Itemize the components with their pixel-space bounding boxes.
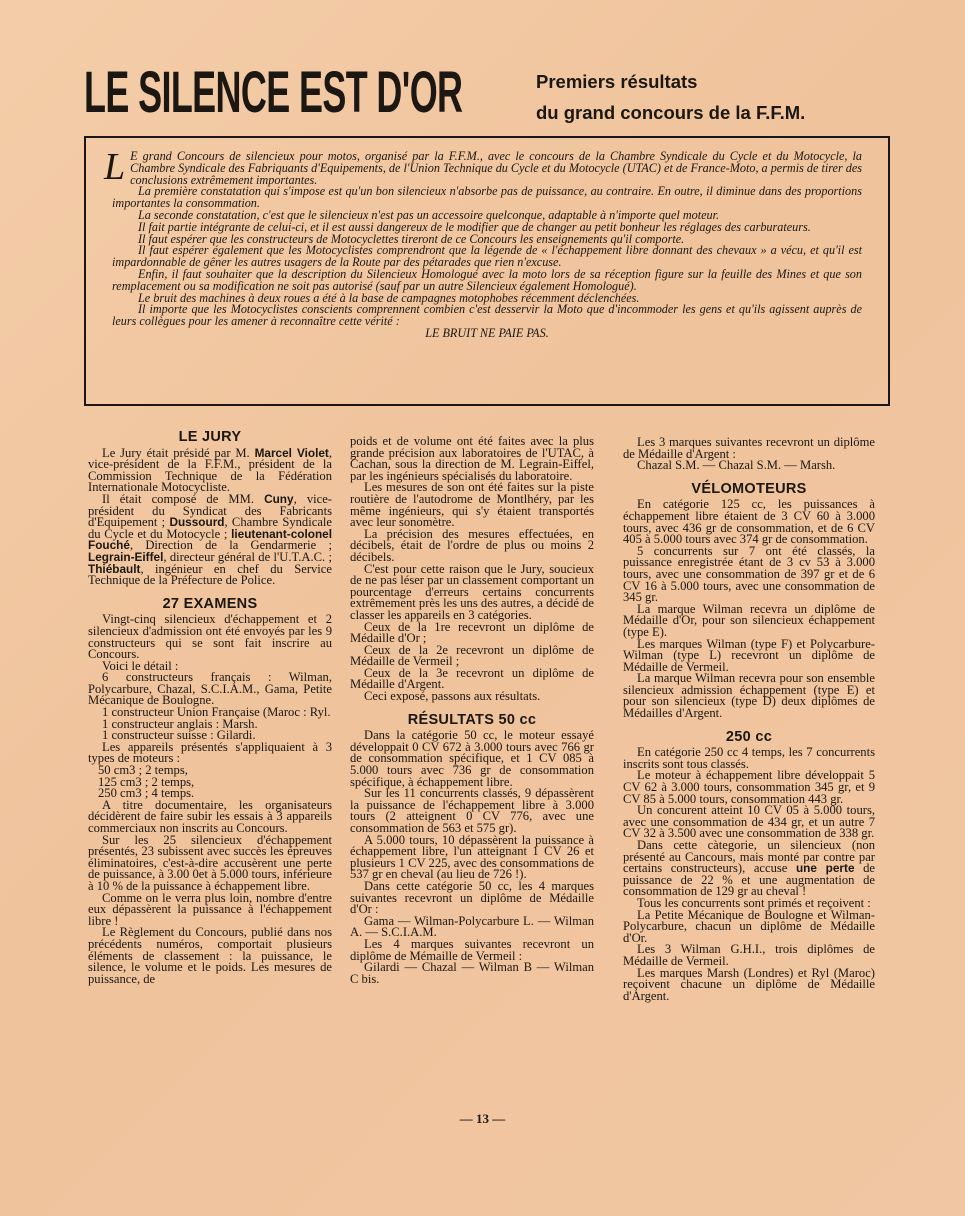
section-heading-velomoteurs: VÉLOMOTEURS xyxy=(691,480,807,497)
jury-paragraph-2: Il était composé de MM. Cuny, vice-président du Syndicat des Fabricants d'Equipement ; Dussourd, Chambre Syndicale du Cycle et du Motocycle ; lieutenant-colonel Fouché, Direction de la Gendarmerie ; Legrain-Eiffel, directeur général de l'U.T.A.C. ; Thiébault, ingénieur en chef du Service Technique de la Préfecture de Police. xyxy=(88,491,333,588)
engine-type-item: 250 cm3 ; 4 temps. xyxy=(98,786,195,801)
examens-paragraph: Le Règlement du Concours, publié dans nos précédents numéros, comportait plusieurs éléments de classement : la puissance, le silence, le volume et le poids. Les mesures de puissance, de xyxy=(88,925,332,986)
examens-paragraph: Sur les 25 silencieux d'échappement présentés, 23 subissent avec succès les épreuves éliminatoires, c'est-à-dire accusèrent une perte de puissance, à 3.00 0et à 5.000 tours, inférieure à 10 % de la puissance à échappement libre. xyxy=(88,832,332,893)
velomoteurs-paragraph: En catégorie 125 cc, les puissances à échappement libre étaient de 3 CV 60 à 3.000 tours, avec 436 gr de consommation, et de 6 CV 405 à 5.000 tours avec 374 gr de consommation. xyxy=(623,497,875,547)
resultats-paragraph: Dans la catégorie 50 cc, le moteur essayé développait 0 CV 672 à 3.000 tours avec 766 gr de consommation spécifique, et 1 CV 085 à 5.000 tours avec 736 gr de consommation spécifique, à échappement libre. xyxy=(350,728,594,789)
examens-paragraph: La précision des mesures effectuées, en décibels, était de l'ordre de plus ou moins 2 décibels. xyxy=(350,526,594,564)
intro-paragraph: Il faut espérer également que les Motocyclistes comprendront que la légende de « l'échappement libre donnant des chevaux » a vécu, et qu'il est impardonnable de gêner les autres usagers de la Route par des pétarades que rien n'excuse. xyxy=(112,243,862,270)
section-heading-250cc: 250 cc xyxy=(725,728,773,745)
subtitle-line-2: du grand concours de la F.F.M. xyxy=(536,102,806,123)
intro-paragraph: Il fait partie intégrante de celui-ci, et il est aussi dangereux de le modifier que de changer au petit bonheur les réglages des carburateurs. xyxy=(138,219,811,234)
examens-paragraph: 1 constructeur Union Française (Maroc : Ryl. xyxy=(102,705,331,720)
examens-paragraph: Ceci exposé, passons aux résultats. xyxy=(364,689,541,704)
examens-paragraph: Ceux de la 2e recevront un diplôme de Médaille de Vermeil ; xyxy=(350,642,594,669)
cc250-paragraph: Les 3 Wilman G.H.I., trois diplômes de Médaille de Vermeil. xyxy=(623,942,875,968)
engine-type-item: 125 cm3 ; 2 temps, xyxy=(98,774,195,789)
column-1 xyxy=(88,429,333,986)
resultats-paragraph: Gama — Wilman-Polycarbure L. — Wilman A. — S.C.I.A.M. xyxy=(350,913,594,940)
section-heading-examens: 27 EXAMENS xyxy=(162,595,258,612)
examens-paragraph: poids et de volume ont été faites avec la plus grande précision aux laboratoires de l'UTAC, à Cachan, sous la direction de M. Legrain-Eiffel, par les ingénieurs spécialisés du laboratoire. xyxy=(350,434,594,483)
intro-paragraph: Enfin, il faut souhaiter que la description du Silencieux Homologué avec la moto lors de sa réception figure sur la feuille des Mines et que son remplacement ou sa modification ne soit pas autorisé (sauf par un autre Silencieux également Homologué). xyxy=(112,266,862,293)
examens-paragraph: 6 constructeurs français : Wilman, Polycarbure, Chazal, S.C.I.A.M., Gama, Petite Mécanique de Boulogne. xyxy=(88,670,332,708)
examens-paragraph: 1 constructeur anglais : Marsh. xyxy=(102,716,258,731)
cc250-paragraph: Les marques Marsh (Londres) et Ryl (Maroc) reçoivent chacune un diplôme de Médaille d'Argent. xyxy=(623,965,875,1003)
examens-paragraph: Les mesures de son ont été faites sur la piste routière de l'autodrome de Montlhéry, par les même ingénieurs, qui s'y étaient transportés avec leur sonomètre. xyxy=(350,480,594,530)
resultats-paragraph: Les 4 marques suivantes recevront un diplôme de Mémaille de Vermeil : xyxy=(350,936,594,963)
cc250-paragraph: En catégorie 250 cc 4 temps, les 7 concurrents inscrits sont tous classés. xyxy=(623,745,875,771)
column-2 xyxy=(350,436,594,985)
examens-paragraph: Voici le détail : xyxy=(102,658,179,673)
examens-paragraph: Ceux de la 3e recevront un diplôme de Médaille d'Argent. xyxy=(350,665,594,692)
examens-paragraph: 1 constructeur suisse : Gilardi. xyxy=(102,728,256,743)
argent-paragraph: Chazal S.M. — Chazal S.M. — Marsh. xyxy=(637,458,836,473)
examens-paragraph: A titre documentaire, les organisateurs décidèrent de faire subir les essais à 3 appareils commerciaux non inscrits au Concours. xyxy=(88,797,332,835)
examens-paragraph: Ceux de la 1re recevront un diplôme de Médaille d'Or ; xyxy=(350,619,594,646)
cc250-paragraph: Dans cette càtegorie, un silencieux (non présenté au Cancours, mais monté par contre par certains constructeurs), accuse une perte de puissance de 22 % et une augmentation de consommation de 129 gr au cheval ! xyxy=(623,838,875,899)
section-heading-jury: LE JURY xyxy=(178,429,242,445)
argent-paragraph: Les 3 marques suivantes recevront un diplôme de Médaille d'Argent : xyxy=(623,435,875,461)
resultats-paragraph: Sur les 11 concurrents classés, 9 dépassèrent la puissance de l'échappement libre à 3.000 tours (2 atteignent 0 CV 776, avec une consommation de 563 et 575 gr). xyxy=(350,786,594,835)
intro-paragraph: La seconde constatation, c'est que le silencieux n'est pas un accessoire quelconque, adaptable à n'importe quel moteur. xyxy=(138,207,720,222)
resultats-paragraph: Dans cette catégorie 50 cc, les 4 marques suivantes recevront un diplôme de Médaille d'Or : xyxy=(350,878,594,917)
examens-paragraph: Comme on le verra plus loin, nombre d'entre eux dépassèrent la puissance à l'échappement libre ! xyxy=(88,890,332,928)
page-subtitle xyxy=(536,66,805,128)
velomoteurs-paragraph: 5 concurrents sur 7 ont été classés, la puissance enregistrée étant de 3 cv 53 à 3.000 tours, avec une consommation de 397 gr et de 6 CV 16 à 5.000 tours, avec une consommation de 345 gr. xyxy=(623,543,875,605)
cc250-paragraph: La Petite Mécanique de Boulogne et Wilman-Polycarbure, chacun un diplôme de Médaille d'Or. xyxy=(623,907,875,945)
jury-paragraph-1: Le Jury était présidé par M. Marcel Violet, vice-président de la F.F.M., président de la Commission Technique de la Fédération Internationale Motocycliste. xyxy=(88,445,333,495)
page-title: LE SILENCE EST D'OR xyxy=(84,60,463,125)
engine-type-item: 50 cm3 ; 2 temps, xyxy=(98,763,188,778)
resultats-paragraph: Gilardi — Chazal — Wilman B — Wilman C bis. xyxy=(350,960,594,986)
intro-paragraph: Le bruit des machines à deux roues a été à la base de campagnes motophobes récemment déclenchées. xyxy=(138,290,640,305)
examens-paragraph: Les appareils présentés s'appliquaient à 3 types de moteurs : xyxy=(88,739,332,766)
intro-paragraph: Il importe que les Motocyclistes conscients comprennent combien c'est desservir la Moto que d'incommoder les gens et qu'ils agissent auprès de leurs collègues pour les amener à reconnaître cette vérité : xyxy=(112,302,862,329)
resultats-paragraph: A 5.000 tours, 10 dépassèrent la puissance à échappement libre, l'un atteignant 1 CV 26 et plusieurs 1 CV 225, avec des consommations de 537 gr en cheval (au lieu de 726 !). xyxy=(350,832,594,882)
intro-paragraph: La première constatation qui s'impose est qu'un bon silencieux n'absorbe pas de puissance, au contraire. En outre, il diminue dans des proportions importantes la consommation. xyxy=(112,184,862,211)
examens-paragraph: Vingt-cinq silencieux d'échappement et 2 silencieux d'admission ont été envoyés par les 9 constructeurs qui se sont fait inscrire au Concours. xyxy=(88,612,332,662)
emphasis-une-perte: une perte xyxy=(795,861,855,876)
drop-cap: L xyxy=(104,146,126,188)
name-marcel-violet: Marcel Violet xyxy=(254,445,329,460)
page-number: — 13 — xyxy=(459,1111,506,1126)
examens-paragraph: C'est pour cette raison que le Jury, soucieux de ne pas léser par un classement comportant un pourcentage d'erreurs certains concurrents extrêmement près les uns des autres, a décidé de classer les appareils en 3 catégories. xyxy=(350,561,594,622)
velomoteurs-paragraph: Les marques Wilman (type F) et Polycarbure-Wilman (type L) recevront un diplôme de Médaille de Vermeil. xyxy=(623,636,875,674)
intro-paragraph: Il faut espérer que les constructeurs de Motocyclettes tireront de ce Concours les enseignements qu'il comporte. xyxy=(138,231,685,246)
cc250-paragraph: Un concurent atteint 10 CV 05 à 5.000 tours, avec une consommation de 434 gr, et un autre 7 CV 32 à 3.500 avec une consommation de 338 gr. xyxy=(623,803,875,841)
section-heading-resultats-50cc: RÉSULTATS 50 cc xyxy=(407,711,537,728)
intro-closing: LE BRUIT NE PAIE PAS. xyxy=(425,325,549,340)
subtitle-line-1: Premiers résultats xyxy=(536,71,698,92)
velomoteurs-paragraph: La marque Wilman recevra pour son ensemble silencieux admission échappement (type E) et pour son silencieux (type D) deux diplômes de Médailles d'Argent. xyxy=(623,671,875,721)
cc250-paragraph: Le moteur à échappement libre développait 5 CV 62 à 3.000 tours, consommation 345 gr, et 9 CV 85 à 5.000 tours, consommation 443 gr. xyxy=(623,768,875,806)
column-3 xyxy=(623,437,875,1002)
intro-paragraph: L E grand Concours de silencieux pour motos, organisé par la F.F.M., avec le concours de la Chambre Syndicale du Cycle et du Motocycle, la Chambre Syndicale des Fabriquants d'Equipements, de l'Union Technique du Cycle et du Motocycle (UTAC) et de France-Moto, a permis de tirer des conclusions extrêmement importantes. xyxy=(104,146,862,188)
velomoteurs-paragraph: La marque Wilman recevra un diplôme de Médaille d'Or, pour son silencieux échappement (type E). xyxy=(623,601,875,639)
intro-box xyxy=(84,136,890,406)
cc250-paragraph: Tous les concurrents sont primés et reçoivent : xyxy=(637,895,871,910)
